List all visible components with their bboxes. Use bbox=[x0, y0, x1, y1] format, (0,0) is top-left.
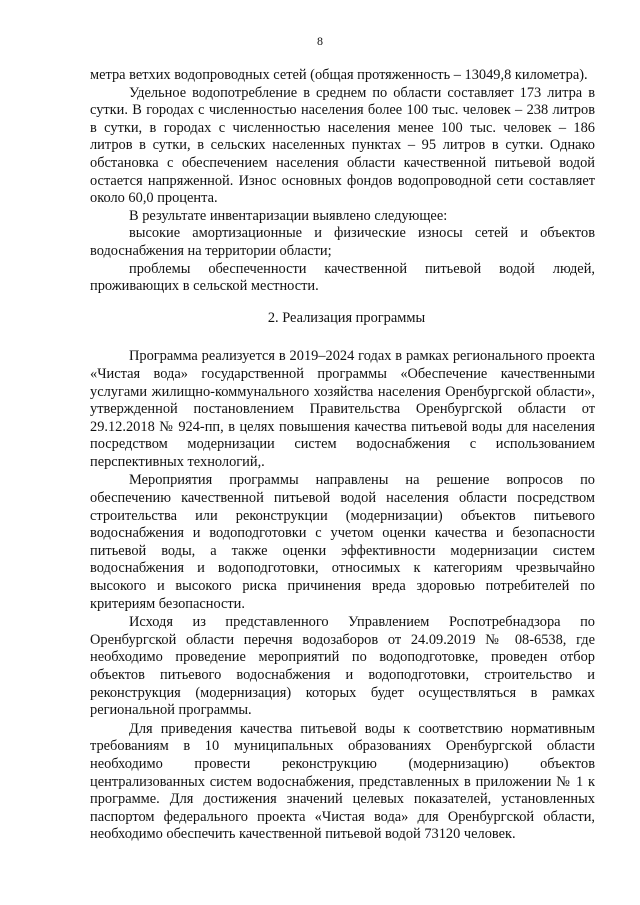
section-heading: 2. Реализация программы bbox=[267, 309, 426, 326]
paragraph-water-consumption: Удельное водопотребление в среднем по области составляет 173 литра в сутки. В городах с численностью населения более 100 тыс. человек – 238 литров в сутки, в городах с численностью населения менее 100 тыс. человек – 186 литров в сутки, в сельских населенных пунктах – 95 литров в сутки. Однако обстановка с обеспечением населения области качественной питьевой водой остается напряженной. Износ основных фондов водопроводной сети составляет около 60,0 процента. bbox=[90, 84, 595, 207]
paragraph-program-measures: Мероприятия программы направлены на решение вопросов по обеспечению качественной питьевой водой населения области посредством строительства или реконструкции (модернизации) объектов питьевого водоснабжения и водоподготовки с учетом оценки качества и безопасности питьевой воды, а также оценки эффективности модернизации систем водоснабжения и водоподготовки, относимых к категориям чрезвычайно высокого и высокого риска причинения вреда здоровью потребителей по критериям безопасности. bbox=[90, 472, 595, 612]
document-body bbox=[90, 67, 595, 844]
page-number: 8 bbox=[317, 34, 323, 48]
paragraph-program-implementation: Программа реализуется в 2019–2024 годах в рамках регионального проекта «Чистая вода» государственной программы «Обеспечение качественными услугами жилищно-коммунального хозяйства населения Оренбургской области», утвержденной постановлением Правительства Оренбургской области от 29.12.2018 № 924-пп, в целях повышения качества питьевой воды для населения посредством модернизации систем водоснабжения с использованием перспективных технологий,. bbox=[90, 348, 595, 470]
paragraph-continuation: метра ветхих водопроводных сетей (общая протяженность – 13049,8 километра). bbox=[90, 67, 588, 83]
paragraph-water-intake-selection: Исходя из представленного Управлением Роспотребнадзора по Оренбургской области перечня водозаборов от 24.09.2019 № 08-6538, где необходимо проведение мероприятий по водоподготовке, проведен отбор объектов питьевого водоснабжения и водоподготовки, строительство и реконструкция (модернизация) которых будет осуществляться в рамках региональной программы. bbox=[90, 614, 595, 719]
paragraph-inventory-item-wear: высокие амортизационные и физические износы сетей и объектов водоснабжения на территории области; bbox=[90, 225, 595, 259]
paragraph-inventory-item-rural: проблемы обеспеченности качественной питьевой водой людей, проживающих в сельской местности. bbox=[90, 260, 595, 295]
paragraph-inventory-intro: В результате инвентаризации выявлено следующее: bbox=[129, 207, 448, 224]
paragraph-quality-targets: Для приведения качества питьевой воды к соответствию нормативным требованиям в 10 муниципальных образованиях Оренбургской области необходимо провести реконструкцию (модернизацию) объектов централизованных систем водоснабжения, представленных в приложении № 1 к программе. Для достижения значений целевых показателей, установленных паспортом федерального проекта «Чистая вода» для Оренбургской области, необходимо обеспечить качественной питьевой водой 73120 человек. bbox=[90, 720, 595, 843]
